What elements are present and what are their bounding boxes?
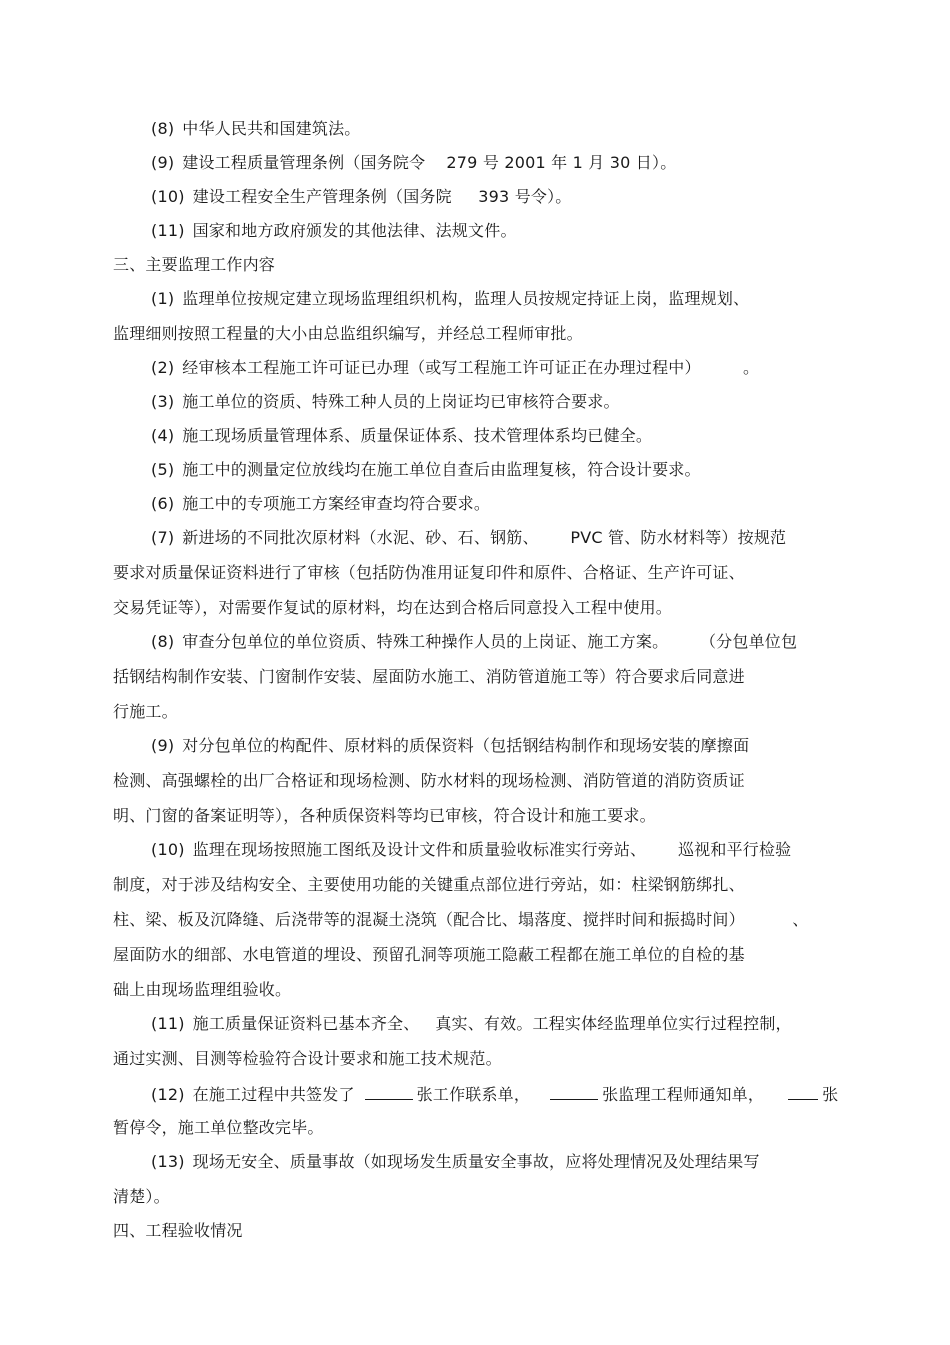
document-body: [113, 117, 863, 1253]
paragraph-line: 制度，对于涉及结构安全、主要使用功能的关键重点部位进行旁站，如：柱梁钢筋绑扎、: [113, 875, 745, 894]
item-text: 中华人民共和国建筑法。: [182, 119, 361, 138]
item-number: (9): [151, 153, 175, 172]
paragraph-line: 明、门窗的备案证明等），各种质保资料等均已审核，符合设计和施工要求。: [113, 806, 656, 825]
list-item: [113, 424, 863, 448]
paragraph-13: [113, 1150, 863, 1209]
paragraph-line: 交易凭证等），对需要作复试的原材料，均在达到合格后同意投入工程中使用。: [113, 598, 673, 617]
item-number: (4): [151, 426, 175, 445]
item-number: (7): [151, 528, 175, 547]
item-number: (6): [151, 494, 175, 513]
paragraph-11: [113, 1012, 863, 1071]
paragraph-8: [113, 630, 863, 724]
item-number: (5): [151, 460, 175, 479]
section-heading-4: 四、工程验收情况: [113, 1221, 243, 1240]
item-text: 在施工过程中共签发了: [192, 1085, 355, 1104]
item-text: 施工现场质量管理体系、质量保证体系、技术管理体系均已健全。: [182, 426, 653, 445]
paragraph-10: [113, 838, 863, 1002]
paragraph-line: 通过实测、目测等检验符合设计要求和施工技术规范。: [113, 1049, 502, 1068]
fill-blank[interactable]: [550, 1081, 598, 1100]
item-text: 张工作联系单，: [416, 1085, 531, 1104]
paragraph-line: 要求对质量保证资料进行了审核（包括防伪准用证复印件和原件、合格证、生产许可证、: [113, 563, 745, 582]
item-number: (3): [151, 392, 175, 411]
paragraph-line: 柱、梁、板及沉降缝、后浇带等的混凝土浇筑（配合比、塌落度、搅拌时间和振捣时间） 、: [113, 910, 809, 929]
list-item: [113, 117, 863, 141]
paragraph-line: [113, 526, 863, 550]
item-text: 新进场的不同批次原材料（水泥、砂、石、钢筋、 PVC 管、防水材料等）按规范: [182, 528, 787, 547]
paragraph-line: [113, 1081, 863, 1105]
section-heading-3: 三、主要监理工作内容: [113, 255, 276, 274]
item-text: 建设工程安全生产管理条例（国务院 393 号令）。: [192, 187, 572, 206]
item-number: (10): [151, 187, 185, 206]
item-text: 审查分包单位的单位资质、特殊工种操作人员的上岗证、施工方案。 （分包单位包: [182, 632, 798, 651]
paragraph-line: [113, 630, 863, 654]
list-item: [113, 185, 863, 209]
item-number: (11): [151, 221, 185, 240]
item-number: (12): [151, 1085, 185, 1104]
item-number: (2): [151, 358, 175, 377]
fill-blank[interactable]: [788, 1081, 818, 1100]
paragraph-line: [113, 287, 863, 311]
item-text: 张监理工程师通知单，: [602, 1085, 765, 1104]
paragraph-line: [113, 1012, 863, 1036]
item-text: 现场无安全、质量事故（如现场发生质量安全事故，应将处理情况及处理结果写: [192, 1152, 760, 1171]
item-text: 张: [822, 1085, 839, 1104]
list-item: [113, 151, 863, 175]
item-number: (1): [151, 289, 175, 308]
item-text: 监理单位按规定建立现场监理组织机构，监理人员按规定持证上岗，监理规划、: [182, 289, 750, 308]
paragraph-line: 检测、高强螺栓的出厂合格证和现场检测、防水材料的现场检测、消防管道的消防资质证: [113, 771, 745, 790]
paragraph-line: 屋面防水的细部、水电管道的埋设、预留孔洞等项施工隐蔽工程都在施工单位的自检的基: [113, 945, 745, 964]
paragraph-line: [113, 734, 863, 758]
paragraph-line: 行施工。: [113, 702, 178, 721]
item-text: 施工单位的资质、特殊工种人员的上岗证均已审核符合要求。: [182, 392, 620, 411]
item-text: 施工中的测量定位放线均在施工单位自查后由监理复核，符合设计要求。: [182, 460, 701, 479]
list-item: [113, 219, 863, 243]
paragraph-line: [113, 1150, 863, 1174]
paragraph-line: 础上由现场监理组验收。: [113, 980, 292, 999]
list-item: [113, 492, 863, 516]
fill-blank[interactable]: [365, 1081, 413, 1100]
paragraph-line: 清楚）。: [113, 1187, 170, 1206]
list-item: [113, 458, 863, 482]
paragraph-1: [113, 287, 863, 346]
item-text: 施工中的专项施工方案经审查均符合要求。: [182, 494, 491, 513]
item-text: 建设工程质量管理条例（国务院令 279 号 2001 年 1 月 30 日）。: [182, 153, 677, 172]
item-text: 对分包单位的构配件、原材料的质保资料（包括钢结构制作和现场安装的摩擦面: [182, 736, 750, 755]
list-item: [113, 390, 863, 414]
paragraph-7: [113, 526, 863, 620]
item-number: (8): [151, 632, 175, 651]
item-number: (8): [151, 119, 175, 138]
paragraph-line: [113, 838, 863, 862]
paragraph-line: 监理细则按照工程量的大小由总监组织编写，并经总工程师审批。: [113, 324, 583, 343]
list-item: [113, 356, 863, 380]
paragraph-line: 暂停令，施工单位整改完毕。: [113, 1118, 324, 1137]
item-number: (13): [151, 1152, 185, 1171]
item-text: 经审核本工程施工许可证已办理（或写工程施工许可证正在办理过程中） 。: [182, 358, 760, 377]
paragraph-12: [113, 1081, 863, 1140]
item-number: (10): [151, 840, 185, 859]
paragraph-9: [113, 734, 863, 828]
item-number: (9): [151, 736, 175, 755]
item-text: 国家和地方政府颁发的其他法律、法规文件。: [192, 221, 517, 240]
item-text: 施工质量保证资料已基本齐全、 真实、有效。工程实体经监理单位实行过程控制，: [192, 1014, 792, 1033]
paragraph-line: 括钢结构制作安装、门窗制作安装、屋面防水施工、消防管道施工等）符合要求后同意进: [113, 667, 745, 686]
item-number: (11): [151, 1014, 185, 1033]
item-text: 监理在现场按照施工图纸及设计文件和质量验收标准实行旁站、 巡视和平行检验: [192, 840, 792, 859]
